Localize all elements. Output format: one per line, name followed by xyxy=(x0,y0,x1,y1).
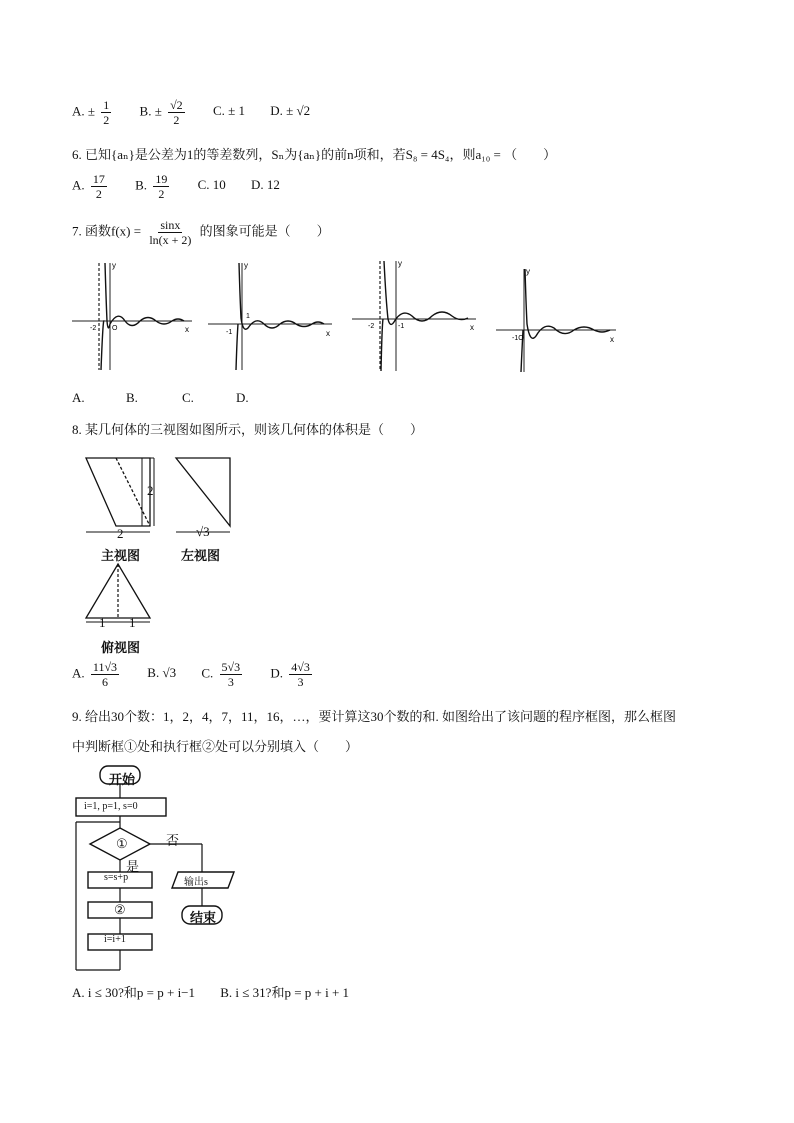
q6-b-fraction xyxy=(153,172,169,201)
q8-option-c xyxy=(201,660,245,689)
q8-dim-1-left: 1 xyxy=(99,615,106,630)
q7-option-b: B. xyxy=(126,390,138,405)
q8-c-denominator: 3 xyxy=(227,675,234,689)
q5-b-sign: ± xyxy=(154,103,162,119)
q7-graph-b xyxy=(206,258,336,373)
q8-d-numerator: 4√3 xyxy=(291,660,310,674)
q8-c-numerator: 5√3 xyxy=(221,660,241,674)
q5-b-numerator: √2 xyxy=(170,98,183,112)
q8-dim-sqrt3: √3 xyxy=(196,524,210,539)
svg-text:y: y xyxy=(112,261,116,270)
q5-option-c: C. ± 1 xyxy=(212,103,245,119)
q7-denominator: ln(x + 2) xyxy=(149,233,192,247)
q8-option-d xyxy=(270,660,314,689)
q9-fc-end: 结束 xyxy=(190,910,217,925)
svg-text:-2: -2 xyxy=(368,323,375,330)
q5-option-d: D. ± √2 xyxy=(270,103,311,119)
q7-stem xyxy=(72,218,330,247)
q8-a-fraction xyxy=(91,660,119,689)
q7-stem-prefix: 7. 函数f(x) = xyxy=(72,223,142,239)
q8-option-a xyxy=(72,660,122,689)
q9-fc-sum: s=s+p xyxy=(104,872,129,883)
q8-a-denominator: 6 xyxy=(101,675,108,689)
q6-option-d: D. 12 xyxy=(250,177,280,193)
q9-fc-start: 开始 xyxy=(109,772,136,787)
q6-b-label: B. xyxy=(135,177,148,193)
q9-options xyxy=(72,984,371,1002)
q8-d-fraction xyxy=(289,660,312,689)
q7-option-c: C. xyxy=(182,390,194,405)
q9-fc-condition: ① xyxy=(116,836,128,851)
svg-text:-1: -1 xyxy=(226,329,233,336)
q5-a-sign: ± xyxy=(87,103,96,119)
q8-side-view-label: 左视图 xyxy=(181,548,221,563)
svg-text:-1: -1 xyxy=(398,323,405,330)
q9-fc-output: 输出s xyxy=(184,877,208,888)
q6-option-c: C. 10 xyxy=(197,177,226,193)
svg-text:y: y xyxy=(398,259,402,268)
q9-option-b: B. i ≤ 31?和p = p + i + 1 xyxy=(220,985,350,1000)
q9-fc-no-label: 否 xyxy=(166,833,180,848)
q6-a-numerator: 17 xyxy=(92,172,105,186)
q8-dim-right: 2 xyxy=(147,483,154,498)
q8-top-view-label: 俯视图 xyxy=(101,640,141,655)
q5-option-a xyxy=(72,98,114,127)
q9-stem-line1: 9. 给出30个数：1，2，4，7，11，16，…，要计算这30个数的和. 如图给出了该问题的程序框图，那么框图 xyxy=(72,709,677,724)
q9-fc-increment: i=i+1 xyxy=(104,934,126,945)
q6-option-b xyxy=(135,172,172,201)
svg-text:y: y xyxy=(244,261,248,270)
q7-option-a: A. xyxy=(72,390,85,405)
q9-fc-step2: ② xyxy=(114,902,126,917)
q6-a-fraction xyxy=(91,172,107,201)
q5-a-label: A. xyxy=(72,103,85,119)
svg-text:-2: -2 xyxy=(90,325,97,332)
q5-a-fraction xyxy=(101,98,111,127)
q8-c-fraction xyxy=(220,660,243,689)
q5-option-b xyxy=(140,98,188,127)
q5-a-denominator: 2 xyxy=(103,113,110,127)
q9-option-a: A. i ≤ 30?和p = p + i−1 xyxy=(72,985,196,1000)
q9-fc-init: i=1, p=1, s=0 xyxy=(84,801,138,812)
svg-text:-1O: -1O xyxy=(512,335,524,342)
q8-stem: 8. 某几何体的三视图如图所示，则该几何体的体积是（ ） xyxy=(72,422,424,437)
q8-d-label: D. xyxy=(270,665,283,681)
q7-numerator: sinx xyxy=(160,218,181,232)
q8-a-numerator: 11√3 xyxy=(92,660,118,674)
q5-b-fraction xyxy=(168,98,185,127)
svg-text:x: x xyxy=(470,323,474,332)
q7-option-d: D. xyxy=(236,390,249,405)
q8-front-view-label: 主视图 xyxy=(101,548,141,563)
svg-text:y: y xyxy=(526,267,530,276)
q7-stem-suffix: 的图象可能是（ ） xyxy=(199,223,330,239)
q5-a-numerator: 1 xyxy=(103,98,110,112)
q8-options xyxy=(72,660,337,689)
q9-stem-line2: 中判断框①处和执行框②处可以分别填入（ ） xyxy=(72,739,359,754)
q7-graph-c xyxy=(350,256,480,374)
svg-text:x: x xyxy=(326,329,330,338)
q6-a-denominator: 2 xyxy=(95,187,102,201)
q8-d-denominator: 3 xyxy=(297,675,304,689)
q8-c-label: C. xyxy=(201,665,214,681)
svg-text:x: x xyxy=(610,335,614,344)
q8-option-b: B. √3 xyxy=(147,665,177,681)
q9-flowchart xyxy=(70,762,270,974)
svg-text:O: O xyxy=(112,325,118,332)
q6-b-numerator: 19 xyxy=(155,172,168,186)
q8-dim-1-right: 1 xyxy=(129,615,136,630)
q9-fc-yes-label: 是 xyxy=(126,859,140,874)
q6-a-label: A. xyxy=(72,177,85,193)
q6-b-denominator: 2 xyxy=(158,187,165,201)
q7-graph-d xyxy=(494,264,619,374)
q8-dim-bottom: 2 xyxy=(117,526,124,541)
q7-function-fraction xyxy=(147,218,193,247)
q5-options xyxy=(72,98,332,127)
q5-b-denominator: 2 xyxy=(173,113,180,127)
svg-text:x: x xyxy=(185,325,189,334)
q6-options xyxy=(72,172,302,201)
q6-stem: 6. 已知{aₙ}是公差为1的等差数列，Sₙ为{aₙ}的前n项和，若S₈ = 4S₄，则a₁₀ = （ ） xyxy=(72,147,557,162)
q5-b-label: B. xyxy=(139,103,152,119)
q6-option-a xyxy=(72,172,110,201)
q7-graph-a xyxy=(70,258,195,373)
svg-text:1: 1 xyxy=(246,313,250,320)
q8-a-label: A. xyxy=(72,665,85,681)
